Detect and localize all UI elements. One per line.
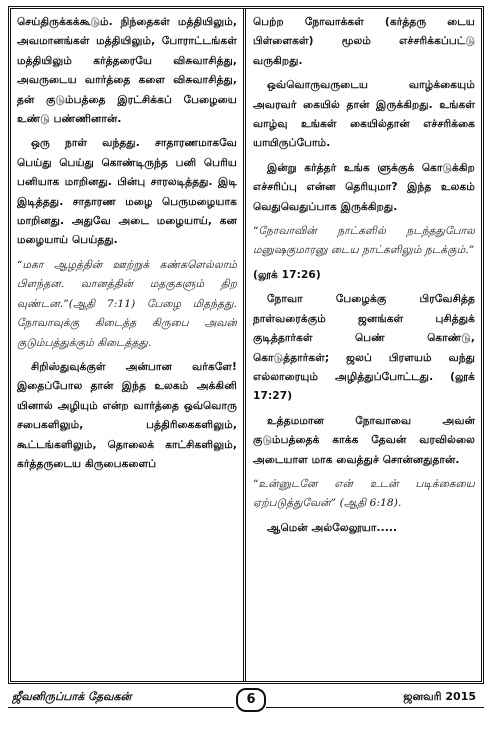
page-number: 6 [236,688,266,712]
scripture-quote: “நோவாவின் நாட்களில் நடந்ததுபோல மனுஷகுமாரனு டைய நாட்களிலும் நடக்கும்.” [253,225,475,257]
scripture-quote: “மகா ஆழத்தின் ஊற்றுக் கண்களெல்லாம் பிளந்தன. வானத்தின் மதகுகளும் திற வுண்டன.”(ஆதி 7:11) பேழை மிதந்தது. நோவாவுக்கு கிடைத்த கிருபை அவன் குடும்பத்துக்கும் கிடைத்தது. [17,258,237,349]
paragraph: செய்திருக்கக்கூடும். நிந்தைகள் மத்தியிலும், அவமானங்கள் மத்தியிலும், போராட்டங்கள் மத்தியிலும் கர்த்தரையே விசுவாசித்து, அவருடைய வார்த்தை களை விசுவாசித்து, தன் குடும்பத்தை இரட்சிக்கப் பேழையை உண்டு பண்ணினான். [17,16,237,126]
issue-date: ஜனவரி 2015 [403,690,476,703]
footer-rule [8,707,234,708]
footer-rule [266,707,484,708]
paragraph: ஒவ்வொருவருடைய வாழ்க்கையும் அவரவர் கையில் தான் இருக்கிறது. உங்கள் வாழ்வு உங்கள் கையில்தான் எச்சரிக்கை யாயிருப்போம். [253,79,475,150]
page-frame [8,6,484,684]
paragraph: ஒரு நாள் வந்தது. சாதாரணமாகவே பெய்து பெய்து கொண்டிருந்த பனி பெரிய பனியாக மாறினது. பின்பு சாரலடித்தது. இடி இடித்தது. சாதாரண மழை பெருமழையாக மாறினது. அதுவே அடை மழையாய், கன மழையாய் பெய்தது. [17,137,237,247]
left-column [17,13,237,677]
paragraph: இன்று கர்த்தர் உங்க ளுக்குக் கொடுக்கிற எச்சரிப்பு என்ன தெரியுமா? இந்த உலகம் வெதுவெதுப்பாக இருக்கிறது. [253,161,475,213]
paragraph: பெற்ற நோவாக்கள் (கர்த்தரு டைய பிள்ளைகள்) மூலம் எச்சரிக்கப்பட்டு வருகிறது. [253,16,475,67]
paragraph: உத்தமமான நோவாவை அவன் குடும்பத்தைக் காக்க தேவன் வரவில்லை அடையாள மாக வைத்துச் சொன்னதுதான். [253,414,475,466]
magazine-name: ஜீவனிருப்பாக் தேவகன் [12,690,132,703]
scripture-reference: (லூக் 17:26) [253,268,321,281]
right-column [253,13,475,677]
column-divider [243,9,246,681]
scripture-quote: “உன்னுடனே என் உடன் படிக்கையை ஏற்படுத்துவேன்” (ஆதி 6:18). [253,477,475,510]
paragraph: நோவா பேழைக்கு பிரவேசித்த நாள்வரைக்கும் ஜனங்கள் புசித்துக் குடித்தார்கள் பெண் கொண்டு, கொடுத்தார்கள்; ஜலப் பிரளயம் வந்து எல்லாரையும் அழித்துப்போட்டது. (லூக் 17:27) [253,293,475,403]
page-footer [8,688,484,710]
closing-line: ஆமென் அல்லேலூயா..... [267,521,398,534]
paragraph: சிறிஸ்துவுக்குள் அன்பான வர்களே! இதைப்போல தான் இந்த உலகம் அக்கினி யினால் அழியும் என்ற வார்த்தை ஒவ்வொரு சபைகளிலும், பத்திரிகைகளிலும், கூட்டங்களிலும், தொலைக் காட்சிகளிலும், கர்த்தருடைய கிருபைகளைப் [17,360,237,470]
